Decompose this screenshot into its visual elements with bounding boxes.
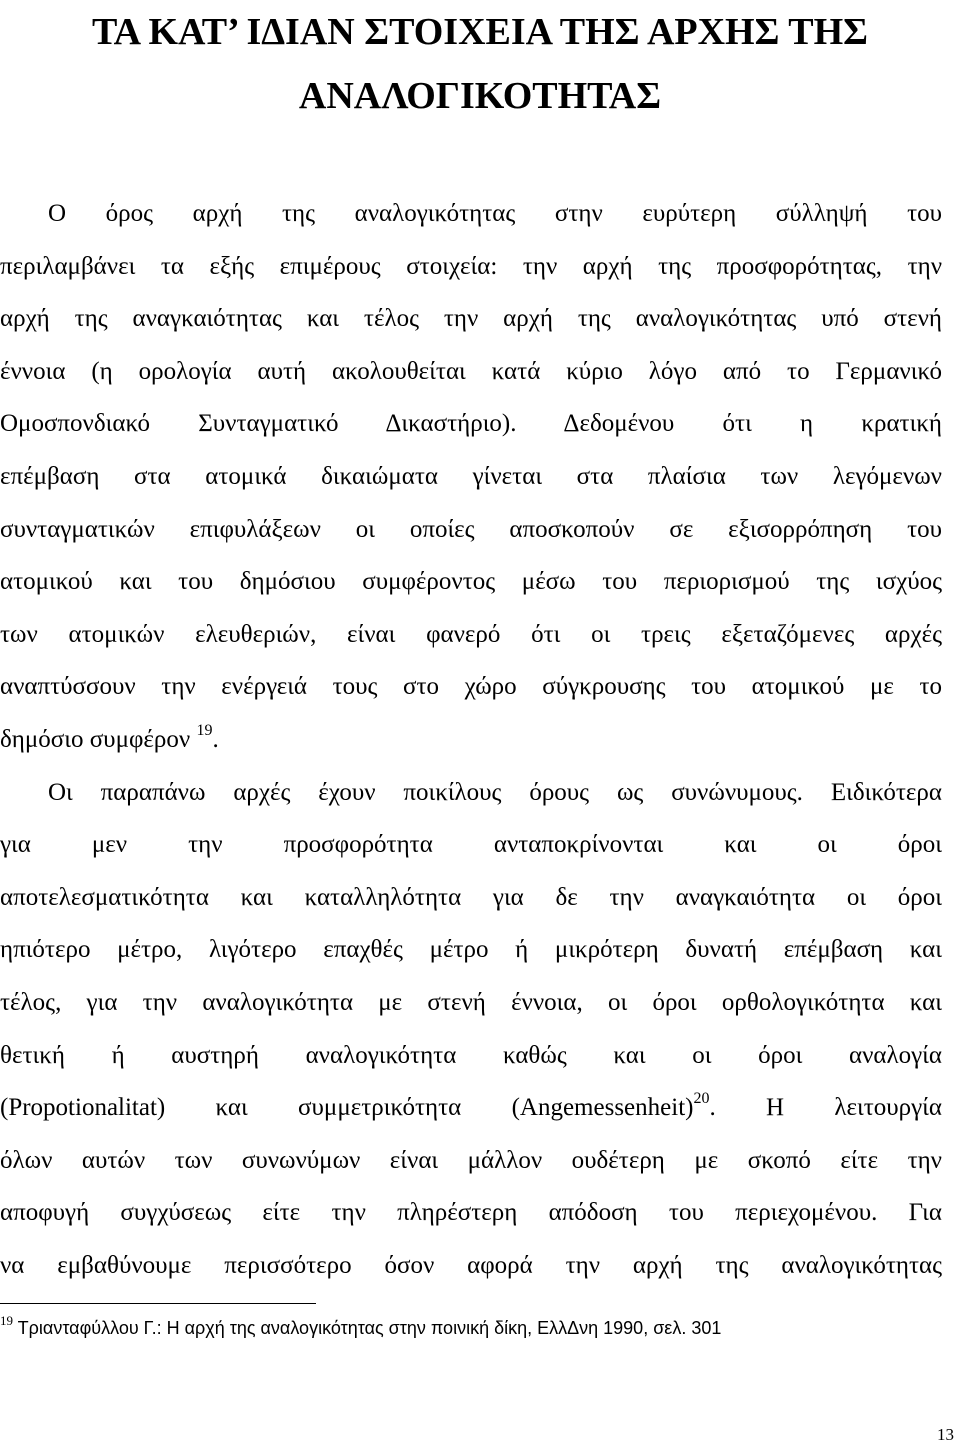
body-line: ηπιότερο μέτρο, λιγότερο επαχθές μέτρο ή μικρότερη δυνατή επέμβαση και [0,936,942,964]
body-line: Ομοσπονδιακό Συνταγματικό Δικαστήριο). Δεδομένου ότι η κρατική [0,410,942,438]
title-line-2: ΑΝΑΛΟΓΙΚΟΤΗΤΑΣ [298,75,662,117]
body-line: όλων αυτών των συνωνύμων είναι μάλλον ουδέτερη με σκοπό είτε την [0,1146,942,1174]
body-line [0,1082,942,1135]
body-line: τέλος, για την αναλογικότητα με στενή έννοια, οι όροι ορθολογικότητα και [0,988,942,1016]
body-line: αποτελεσματικότητα και καταλληλότητα για δε την αναγκαιότητα οι όροι [0,883,942,911]
body-line: αποφυγή συγχύσεως είτε την πληρέστερη απόδοση του περιεχομένου. Για [0,1199,942,1227]
footnote-19 [0,1314,942,1342]
body-line-text: δημόσιο συμφέρον [0,725,191,753]
body-line: Ο όρος αρχή της αναλογικότητας στην ευρύτερη σύλληψή του [48,200,942,227]
body-line-text: (Propotionalitat) και συμμετρικότητα (Angemessenheit) [0,1094,694,1122]
page-title [0,0,960,128]
footnote-ref-20: 20 [693,1090,710,1108]
body-line: για μεν την προσφορότητα ανταποκρίνονται και οι όροι [0,831,942,859]
body-line: των ατομικών ελευθεριών, είναι φανερό ότι οι τρεις εξεταζόμενες αρχές [0,620,942,648]
footnote-number: 19 [0,1313,13,1328]
body-line: αναπτύσσουν την ενέργειά τους στο χώρο σύγκρουσης του ατομικού με το [0,673,942,701]
title-line-1: ΤΑ ΚΑΤ’ ΙΔΙΑΝ ΣΤΟΙΧΕΙΑ ΤΗΣ ΑΡΧΗΣ ΤΗΣ [91,11,869,53]
body-line: ατομικού και του δημόσιου συμφέροντος μέσω του περιορισμού της ισχύος [0,568,942,596]
body-line: θετική ή αυστηρή αναλογικότητα καθώς και οι όροι αναλογία [0,1041,942,1069]
body-line-text: . Η λειτουργία [709,1094,942,1122]
body-line: αρχή της αναγκαιότητας και τέλος την αρχή της αναλογικότητας υπό στενή [0,305,942,333]
body-line: περιλαμβάνει τα εξής επιμέρους στοιχεία: την αρχή της προσφορότητας, την [0,252,942,280]
body-line: να εμβαθύνουμε περισσότερο όσον αφορά την αρχή της αναλογικότητας [0,1251,942,1279]
body-text [0,188,942,1292]
period: . [212,725,219,753]
footnote-text: Τριανταφύλλου Γ.: Η αρχή της αναλογικότητας στην ποινική δίκη, ΕλλΔνη 1990, σελ. 301 [13,1318,722,1338]
footnote-separator [0,1303,316,1304]
body-line [0,714,942,767]
page-number: 13 [937,1425,954,1444]
footnote-ref-19: 19 [196,721,213,739]
body-line: Οι παραπάνω αρχές έχουν ποικίλους όρους ως συνώνυμους. Ειδικότερα [48,778,942,806]
body-line: συνταγματικών επιφυλάξεων οι οποίες αποσκοπούν σε εξισορρόπηση του [0,515,942,543]
body-line: έννοια (η ορολογία αυτή ακολουθείται κατά κύριο λόγο από το Γερμανικό [0,357,942,385]
body-line: επέμβαση στα ατομικά δικαιώματα γίνεται στα πλαίσια των λεγόμενων [0,462,942,490]
